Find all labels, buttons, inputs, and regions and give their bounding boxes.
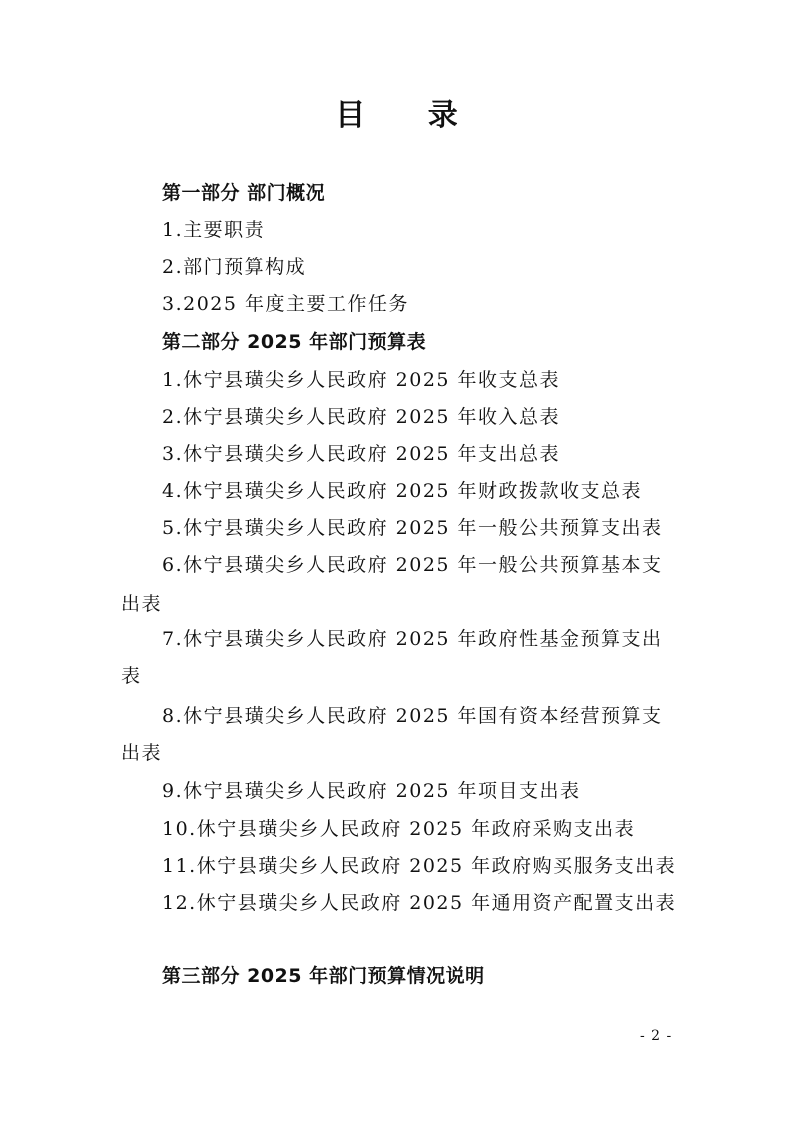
page-title: 目 录 [335,98,484,133]
toc-item: 2.部门预算构成 [162,256,307,278]
toc-item: 3.2025 年度主要工作任务 [162,293,410,315]
toc-item: 12.休宁县璜尖乡人民政府 2025 年通用资产配置支出表 [162,892,677,914]
toc-item: 7.休宁县璜尖乡人民政府 2025 年政府性基金预算支出 [162,628,663,650]
toc-item: 6.休宁县璜尖乡人民政府 2025 年一般公共预算基本支 [162,554,663,576]
toc-item-continuation: 出表 [121,742,163,764]
section-heading-part1: 第一部分 部门概况 [162,182,326,204]
toc-item: 2.休宁县璜尖乡人民政府 2025 年收入总表 [162,406,561,428]
section-heading-part2: 第二部分 2025 年部门预算表 [162,331,427,353]
toc-item: 9.休宁县璜尖乡人民政府 2025 年项目支出表 [162,780,581,802]
toc-item: 1.主要职责 [162,219,266,241]
toc-item: 8.休宁县璜尖乡人民政府 2025 年国有资本经营预算支 [162,705,663,727]
toc-item-continuation: 表 [121,665,142,687]
toc-item: 4.休宁县璜尖乡人民政府 2025 年财政拨款收支总表 [162,480,643,502]
toc-item: 3.休宁县璜尖乡人民政府 2025 年支出总表 [162,443,561,465]
toc-item: 5.休宁县璜尖乡人民政府 2025 年一般公共预算支出表 [162,517,663,539]
toc-item: 1.休宁县璜尖乡人民政府 2025 年收支总表 [162,369,561,391]
page-number: - 2 - [640,1028,673,1044]
toc-item: 10.休宁县璜尖乡人民政府 2025 年政府采购支出表 [162,818,636,840]
toc-item-continuation: 出表 [121,593,163,615]
section-heading-part3: 第三部分 2025 年部门预算情况说明 [162,965,485,987]
toc-item: 11.休宁县璜尖乡人民政府 2025 年政府购买服务支出表 [162,855,677,877]
